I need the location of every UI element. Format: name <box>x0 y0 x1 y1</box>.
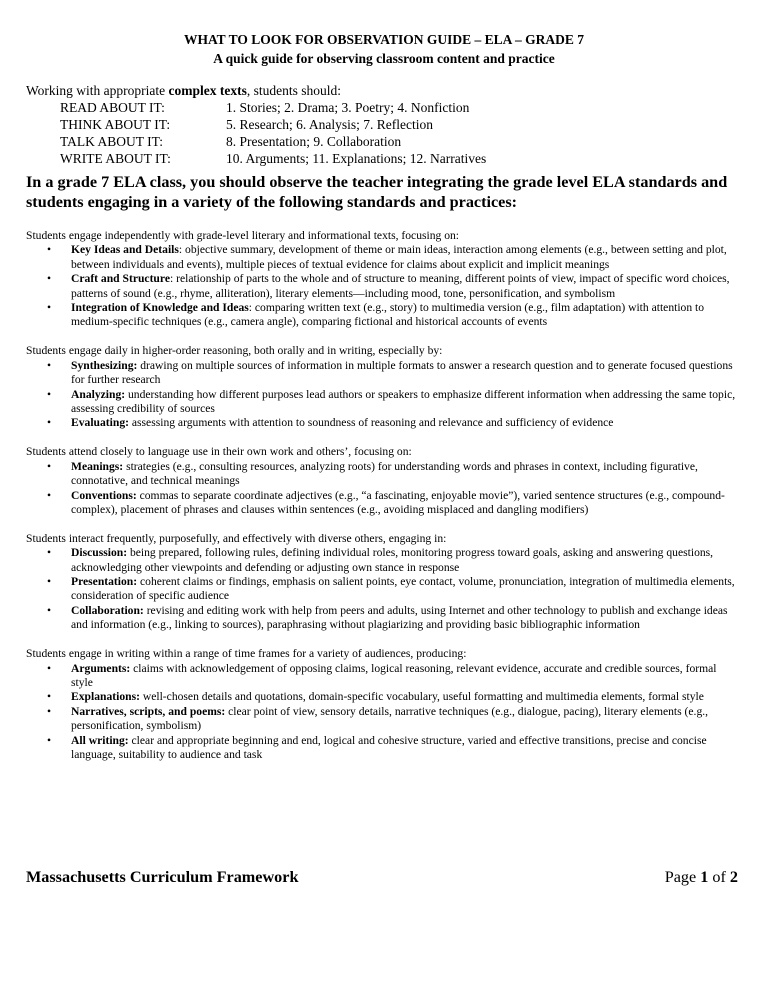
intro-prefix: Working with appropriate <box>26 83 169 98</box>
item-text: coherent claims or findings, emphasis on salient points, eye contact, volume, pronunciation, integration of multimedia elements, consideration of specific audience <box>71 575 735 603</box>
section-heading: Students engage in writing within a range of time frames for a variety of audiences, producing: <box>26 647 467 661</box>
item-text: being prepared, following rules, defining individual roles, monitoring progress toward goals, asking and answering questions, acknowledging other viewpoints and defending or adjusting own stance in response <box>71 546 714 574</box>
bullet-icon: • <box>47 575 52 589</box>
item-term: All writing: <box>71 733 129 747</box>
intro-suffix: , students should: <box>246 83 342 98</box>
bullet-icon: • <box>47 733 52 747</box>
item-term: Integration of Knowledge and Ideas <box>71 301 249 315</box>
list-item <box>26 705 738 734</box>
item-term: Narratives, scripts, and poems: <box>71 704 226 718</box>
intro-row <box>26 116 486 133</box>
bullet-icon: • <box>47 546 52 560</box>
item-term: Collaboration: <box>71 603 144 617</box>
item-term: Analyzing: <box>71 387 126 401</box>
item-term: Craft and Structure <box>71 272 170 286</box>
footer-source: Massachusetts Curriculum Framework <box>26 868 299 886</box>
section-heading: Students engage daily in higher-order reasoning, both orally and in writing, especially by: <box>26 344 443 358</box>
list-item <box>26 734 738 763</box>
item-text: clear and appropriate beginning and end, logical and cohesive structure, varied and effective transitions, precise and concise language, suitability to audience and task <box>71 733 707 761</box>
bullet-icon: • <box>47 661 52 675</box>
section-interaction <box>26 532 738 633</box>
item-text: : objective summary, development of theme or main ideas, interaction among elements (e.g., between setting and plot, between individuals and events), multiple pieces of textual evidence for claims about explicit and implicit meanings <box>71 243 727 271</box>
item-text: claims with acknowledgement of opposing claims, logical reasoning, relevant evidence, accurate and credible sources, formal style <box>71 661 717 689</box>
item-text: revising and editing work with help from peers and adults, using Internet and other technology to publish and exchange ideas and information (e.g., linking to sources), paraphrasing without plagiarizing and providing basic bibliographic information <box>71 603 728 632</box>
bullet-list <box>26 662 738 763</box>
page-current: 1 <box>700 868 709 886</box>
bullet-icon: • <box>47 459 52 473</box>
document-title: WHAT TO LOOK FOR OBSERVATION GUIDE – ELA – GRADE 7 <box>183 32 585 47</box>
intro-row-value: 8. Presentation; 9. Collaboration <box>226 134 402 149</box>
section-reading <box>26 229 738 330</box>
list-item <box>26 604 738 633</box>
list-item <box>26 416 738 430</box>
bullet-list <box>26 546 738 632</box>
intro-emphasis: complex texts <box>168 83 247 98</box>
intro-row-label: WRITE ABOUT IT: <box>60 151 171 166</box>
item-text: strategies (e.g., consulting resources, analyzing roots) for understanding words and phrases in context, including figurative, connotative, and technical meanings <box>71 459 698 488</box>
list-item <box>26 546 738 575</box>
standards-body <box>26 229 738 777</box>
bullet-icon: • <box>47 272 52 286</box>
intro-row <box>26 150 486 167</box>
item-text: clear point of view, sensory details, narrative techniques (e.g., dialogue, pacing), literary elements (e.g., personification, symbolism) <box>71 704 709 733</box>
bullet-icon: • <box>47 603 52 617</box>
list-item <box>26 489 738 518</box>
document-subtitle: A quick guide for observing classroom content and practice <box>213 51 555 66</box>
list-item <box>26 460 738 489</box>
section-heading: Students engage independently with grade-level literary and informational texts, focusing on: <box>26 229 460 242</box>
bullet-icon: • <box>47 358 52 372</box>
list-item <box>26 690 738 704</box>
intro-row-value: 5. Research; 6. Analysis; 7. Reflection <box>226 117 433 132</box>
bullet-icon: • <box>47 387 52 401</box>
bullet-icon: • <box>47 416 52 430</box>
page-of-word: of <box>708 868 730 886</box>
lead-statement: In a grade 7 ELA class, you should observe the teacher integrating the grade level ELA standards and students engaging in a variety of the following standards and practices: <box>26 173 728 211</box>
section-language <box>26 445 738 517</box>
item-text: commas to separate coordinate adjectives (e.g., “a fascinating, enjoyable movie”), varied sentence structures (e.g., compound-complex), placement of phrases and clauses within sentences (e.g., avoiding misplaced and dangling modifiers) <box>71 488 725 516</box>
intro-row-label: TALK ABOUT IT: <box>60 134 163 149</box>
list-item <box>26 662 738 691</box>
list-item <box>26 359 738 388</box>
page-footer <box>26 868 738 887</box>
item-term: Conventions: <box>71 488 137 502</box>
section-heading: Students attend closely to language use in their own work and others’, focusing on: <box>26 445 412 459</box>
bullet-icon: • <box>47 301 52 315</box>
intro-row-value: 10. Arguments; 11. Explanations; 12. Narratives <box>226 151 487 166</box>
list-item <box>26 388 738 417</box>
bullet-icon: • <box>47 704 52 718</box>
bullet-icon: • <box>47 488 52 502</box>
list-item <box>26 243 738 272</box>
intro-line <box>26 82 486 99</box>
list-item <box>26 301 738 330</box>
item-term: Meanings: <box>71 459 124 473</box>
section-heading: Students interact frequently, purposefully, and effectively with diverse others, engaging in: <box>26 531 447 545</box>
bullet-list <box>26 243 738 329</box>
list-item <box>26 272 738 301</box>
list-item <box>26 575 738 604</box>
page-word: Page <box>664 868 701 886</box>
section-writing <box>26 647 738 762</box>
page-total: 2 <box>729 868 738 886</box>
item-term: Synthesizing: <box>71 358 138 372</box>
section-reasoning <box>26 344 738 430</box>
document-header <box>0 30 768 68</box>
item-term: Evaluating: <box>71 416 129 430</box>
bullet-icon: • <box>47 243 52 257</box>
item-text: well-chosen details and quotations, domain-specific vocabulary, useful formatting and multimedia elements, formal style <box>139 690 704 704</box>
item-text: drawing on multiple sources of information in multiple formats to answer a research question and to generate focused questions for further research <box>71 358 733 387</box>
bullet-list <box>26 359 738 431</box>
item-term: Key Ideas and Details <box>71 243 179 257</box>
item-text: understanding how different purposes lead authors or speakers to emphasize different information when addressing the same topic, assessing credibility of sources <box>71 387 736 415</box>
item-text: : relationship of parts to the whole and of structure to meaning, different points of view, impact of specific word choices, patterns of sound (e.g., rhyme, alliteration), literary elements—including mood, tone, personification, and symbolism <box>71 272 730 300</box>
intro-row <box>26 133 486 150</box>
intro-row-value: 1. Stories; 2. Drama; 3. Poetry; 4. Nonfiction <box>226 100 470 115</box>
item-term: Presentation: <box>71 575 138 589</box>
intro-row-label: READ ABOUT IT: <box>60 100 165 115</box>
bullet-list <box>26 460 738 518</box>
intro-block <box>26 82 486 167</box>
intro-row <box>26 99 486 116</box>
item-term: Arguments: <box>71 661 131 675</box>
item-term: Discussion: <box>71 546 128 560</box>
intro-row-label: THINK ABOUT IT: <box>60 117 171 132</box>
item-text: assessing arguments with attention to soundness of reasoning and relevance and sufficiency of evidence <box>128 416 614 430</box>
item-text: : comparing written text (e.g., story) to multimedia version (e.g., film adaptation) with attention to medium-specific techniques (e.g., camera angle), comparing fictional and historical accounts of events <box>71 301 705 329</box>
page-number <box>665 868 738 887</box>
item-term: Explanations: <box>71 690 140 704</box>
bullet-icon: • <box>47 690 52 704</box>
